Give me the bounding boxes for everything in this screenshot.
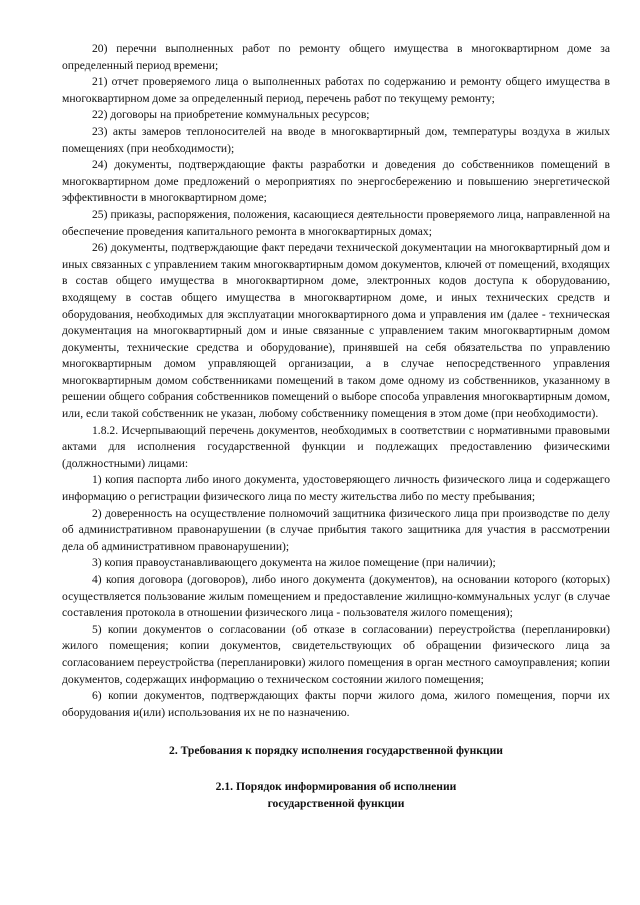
paragraph-item-21: 21) отчет проверяемого лица о выполненных работах по содержанию и ремонту общего имущества в многоквартирном доме за определенный период, перечень работ по текущему ремонту;	[62, 75, 610, 105]
paragraph-item-23: 23) акты замеров теплоносителей на вводе в многоквартирный дом, температуры воздуха в жилых помещениях (при необходимости);	[62, 124, 610, 155]
section-heading: 2. Требования к порядку исполнения государственной функции	[169, 744, 503, 758]
paragraph-item-25: 25) приказы, распоряжения, положения, касающиеся деятельности проверяемого лица, направленной на обеспечение проведения капитального ремонта в многоквартирных домах;	[62, 207, 610, 238]
paragraph-1-8-2: 1.8.2. Исчерпывающий перечень документов, необходимых в соответствии с нормативными правовыми актами для исполнения государственной функции и подлежащих предоставлению физическими (должностными) лицами:	[62, 423, 610, 470]
paragraph-doc-5: 5) копии документов о согласовании (об отказе в согласовании) переустройства (перепланировки) жилого помещения; копии документов, свидетельствующих об обращении физического лица за согласованием переустройства (перепланировки) жилого помещения в орган местного самоуправления; копии документов, содержащих информацию о техническом состоянии жилого помещения;	[62, 622, 610, 686]
paragraph-item-24: 24) документы, подтверждающие факты разработки и доведения до собственников помещений в многоквартирном доме предложений о мероприятиях по энергосбережению и повышению энергетической эффективности в многоквартирном доме;	[62, 158, 610, 205]
paragraph-doc-2: 2) доверенность на осуществление полномочий защитника физического лица при производстве по делу об административном правонарушении (в случае прибытия такого защитника для участия в рассмотрении дела об административном правонарушении);	[62, 506, 610, 553]
paragraph-doc-1: 1) копия паспорта либо иного документа, удостоверяющего личность физического лица и содержащего информацию о регистрации физического лица по месту жительства либо по месту пребывания;	[62, 473, 610, 504]
subsection-heading-line-2: государственной функции	[267, 796, 405, 810]
paragraph-item-22: 22) договоры на приобретение коммунальных ресурсов;	[92, 108, 370, 122]
paragraph-item-26: 26) документы, подтверждающие факт передачи технической документации на многоквартирный дом и иных связанных с управлением таким многоквартирным домом документов, ключей от помещений, входящих в состав общего имущества в многоквартирном доме, электронных кодов доступа к оборудованию, входящему в состав общего имущества в многоквартирном доме, и иных технических средств и оборудования, необходимых для эксплуатации многоквартирного дома и управления им (далее - техническая документация на многоквартирный дом и иные связанные с управлением таким многоквартирным домом документы, технические средства и оборудование), принявшей на себя обязательства по управлению многоквартирным домом управляющей организации, а в случае непосредственного управления многоквартирным домом собственниками помещений в таком доме одному из собственников, указанному в решении общего собрания собственников помещений о выборе способа управления многоквартирным домом, или, если такой собственник не указан, любому собственнику помещения в этом доме (при необходимости).	[62, 241, 610, 421]
paragraph-doc-3: 3) копия правоустанавливающего документа на жилое помещение (при наличии);	[92, 556, 496, 570]
paragraph-item-20: 20) перечни выполненных работ по ремонту общего имущества в многоквартирном доме за определенный период времени;	[62, 42, 610, 72]
paragraph-doc-6: 6) копии документов, подтверждающих факты порчи жилого дома, жилого помещения, порчи их оборудования и(или) использования их не по назначению.	[62, 689, 610, 719]
document-page	[62, 41, 610, 812]
paragraph-doc-4: 4) копия договора (договоров), либо иного документа (документов), на основании которого (которых) осуществляется пользование жилым помещением и предоставление жилищно-коммунальных услуг (в случае составления протокола в отношении физического лица - пользователя жилого помещения);	[62, 573, 610, 620]
subsection-heading-line-1: 2.1. Порядок информирования об исполнении	[215, 779, 457, 793]
